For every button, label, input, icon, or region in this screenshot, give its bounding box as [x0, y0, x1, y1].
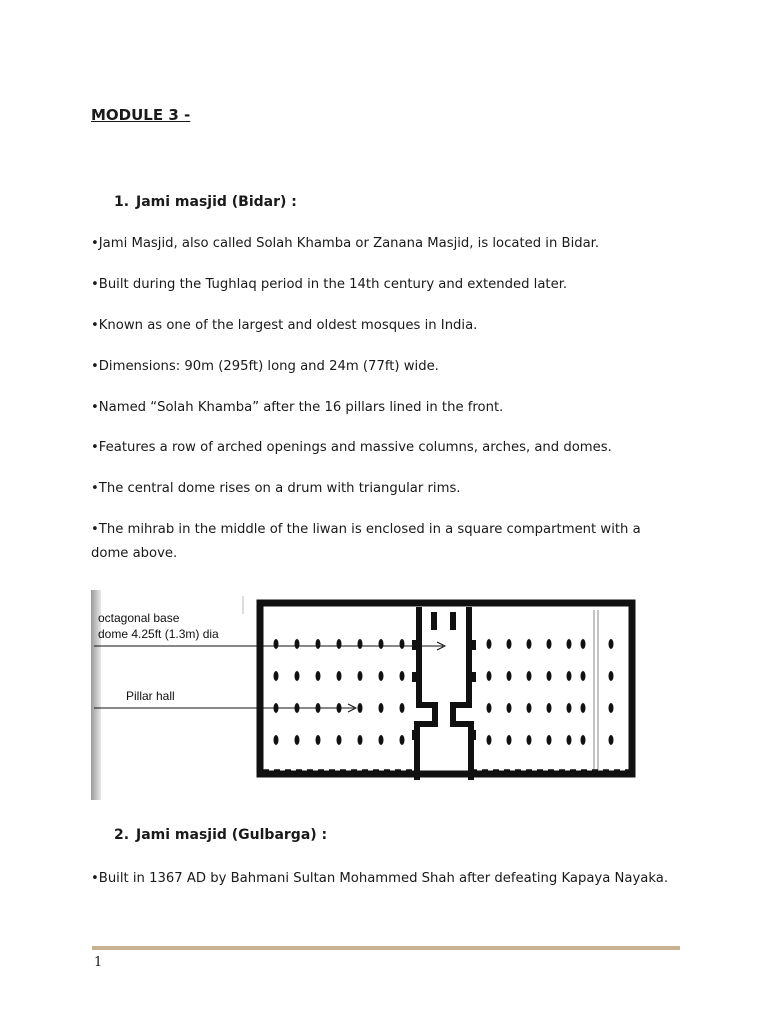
bullet-item: •The central dome rises on a drum with triangular rims. — [91, 481, 461, 496]
section-number: 1. — [114, 194, 130, 210]
bullet-item: •Dimensions: 90m (295ft) long and 24m (77ft) wide. — [91, 359, 439, 374]
dome-arrow — [94, 642, 445, 650]
section-title: Jami masjid (Gulbarga) : — [136, 827, 328, 843]
mihrab-compartment — [417, 607, 435, 780]
bullet-item: •Named “Solah Khamba” after the 16 pillars lined in the front. — [91, 400, 504, 415]
bullet-item: •Jami Masjid, also called Solah Khamba or Zanana Masjid, is located in Bidar. — [91, 236, 600, 251]
label-pillar-hall: Pillar hall — [126, 689, 175, 703]
label-dome-line2: dome 4.25ft (1.3m) dia — [98, 627, 219, 641]
mosque-floor-plan — [91, 590, 679, 800]
bullet-item: •Built in 1367 AD by Bahmani Sultan Mohammed Shah after defeating Kapaya Nayaka. — [91, 871, 669, 886]
section-title: Jami masjid (Bidar) : — [136, 194, 297, 210]
bullet-item: •Built during the Tughlaq period in the 14th century and extended later. — [91, 277, 568, 292]
bullet-item: •Known as one of the largest and oldest mosques in India. — [91, 318, 478, 333]
footer-divider — [92, 946, 680, 950]
section-number: 2. — [114, 827, 130, 843]
mihrab-niche — [431, 612, 437, 630]
outer-wall — [260, 603, 632, 774]
section-heading-bidar — [114, 194, 297, 210]
page-number: 1 — [94, 955, 103, 970]
pillar-grid-left — [274, 639, 405, 745]
section-heading-gulbarga — [114, 827, 327, 843]
label-dome-line1: octagonal base — [98, 611, 180, 625]
bullet-item: •Features a row of arched openings and massive columns, arches, and domes. — [91, 440, 612, 455]
bullet-item: •The mihrab in the middle of the liwan is enclosed in a square compartment with a dome above. — [91, 522, 641, 561]
module-title: MODULE 3 - — [91, 106, 191, 124]
